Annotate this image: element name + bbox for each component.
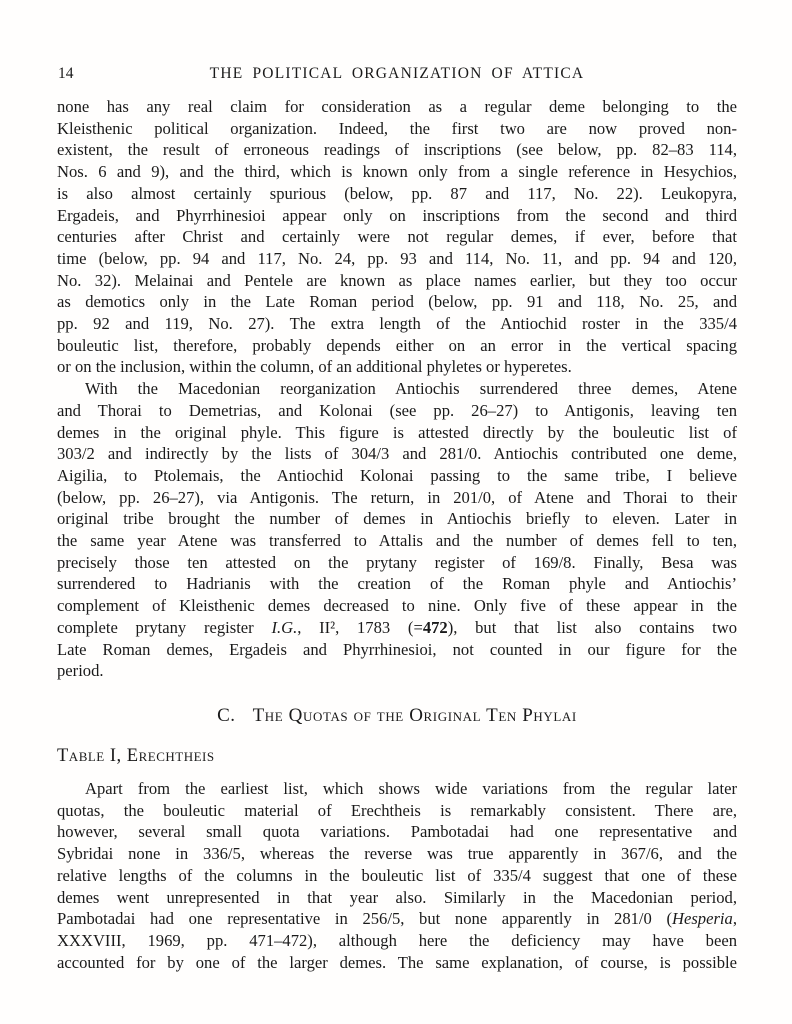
- text-line: demes went unrepresented in that year also. Similarly in the Macedonian period,: [57, 887, 737, 907]
- section-heading: [57, 704, 737, 728]
- paragraph-2: [57, 378, 737, 682]
- text-line: original tribe brought the number of demes in Antiochis briefly to eleven. Later in: [57, 509, 737, 529]
- text-line: No. 32). Melainai and Pentele are known as place names earlier, but they too occur: [57, 270, 737, 290]
- text-line: existent, the result of erroneous readings of inscriptions (see below, pp. 82–83 114,: [57, 140, 737, 160]
- text-line: relative lengths of the columns in the bouleutic list of 335/4 suggest that one of these: [57, 865, 737, 885]
- text-line: accounted for by one of the larger demes. The same explanation, of course, is possible: [57, 952, 737, 972]
- text-line: complete prytany register I.G., II², 1783 (=472), but that list also contains two: [57, 617, 737, 637]
- text-line: Apart from the earliest list, which shows wide variations from the regular later: [85, 778, 737, 798]
- text-line: Late Roman demes, Ergadeis and Phyrrhinesioi, not counted in our figure for the: [57, 639, 737, 659]
- text-line: precisely those ten attested on the prytany register of 169/8. Finally, Besa was: [57, 552, 737, 572]
- text-line: demes in the original phyle. This figure is attested directly by the bouleutic list of: [57, 422, 737, 442]
- text-line: Kleisthenic political organization. Indeed, the first two are now proved non-: [57, 118, 737, 138]
- text-block: [57, 96, 737, 973]
- text-line: Sybridai none in 336/5, whereas the reverse was true apparently in 367/6, and the: [57, 844, 737, 864]
- section-title: The Quotas of the Original Ten Phylai: [252, 704, 577, 726]
- paragraph-1: [57, 96, 737, 378]
- running-title: THE POLITICAL ORGANIZATION OF ATTICA: [209, 65, 585, 82]
- paragraph-3: [57, 778, 737, 973]
- text-line: Pambotadai had one representative in 256/5, but none apparently in 281/0 (Hesperia,: [57, 909, 737, 929]
- text-line: complement of Kleisthenic demes decreased to nine. Only five of these appear in the: [57, 596, 737, 616]
- text-line: quotas, the bouleutic material of Erechtheis is remarkably consistent. There are,: [57, 800, 737, 820]
- text-line: and Thorai to Demetrias, and Kolonai (see pp. 26–27) to Antigonis, leaving ten: [57, 400, 737, 420]
- text-line: pp. 92 and 119, No. 27). The extra length of the Antiochid roster in the 335/4: [57, 314, 737, 334]
- text-line: centuries after Christ and certainly were not regular demes, if ever, before that: [57, 227, 737, 247]
- section-label: C.: [217, 704, 236, 726]
- text-line: Aigilia, to Ptolemais, the Antiochid Kolonai passing to the same tribe, I believe: [57, 465, 737, 485]
- text-line: With the Macedonian reorganization Antiochis surrendered three demes, Atene: [85, 379, 737, 399]
- text-line: surrendered to Hadrianis with the creation of the Roman phyle and Antiochis’: [57, 574, 737, 594]
- text-line: (below, pp. 26–27), via Antigonis. The return, in 201/0, of Atene and Thorai to their: [57, 487, 737, 507]
- text-line: as demotics only in the Late Roman period (below, pp. 91 and 118, No. 25, and: [57, 292, 737, 312]
- table-heading: Table I, Erechtheis: [57, 745, 215, 766]
- page-header: [57, 0, 737, 85]
- text-line: Nos. 6 and 9), and the third, which is known only from a single reference in Hesychios,: [57, 162, 737, 182]
- page-number: 14: [58, 65, 74, 82]
- text-line: time (below, pp. 94 and 117, No. 24, pp. 93 and 114, No. 11, and pp. 94 and 120,: [57, 248, 737, 268]
- text-line: 303/2 and indirectly by the lists of 304/3 and 281/0. Antiochis contributed one deme,: [57, 444, 737, 464]
- text-line: is also almost certainly spurious (below, pp. 87 and 117, No. 22). Leukopyra,: [57, 183, 737, 203]
- text-line: however, several small quota variations. Pambotadai had one representative and: [57, 822, 737, 842]
- text-line: Ergadeis, and Phyrrhinesioi appear only on inscriptions from the second and third: [57, 205, 737, 225]
- text-line: period.: [57, 661, 104, 681]
- text-line: XXXVIII, 1969, pp. 471–472), although here the deficiency may have been: [57, 930, 737, 950]
- text-line: bouleutic list, therefore, probably depends either on an error in the vertical spacing: [57, 335, 737, 355]
- text-line: or on the inclusion, within the column, of an additional phyletes or hyperetes.: [57, 357, 572, 377]
- text-line: the same year Atene was transferred to Attalis and the number of demes fell to ten,: [57, 531, 737, 551]
- text-line: none has any real claim for consideration as a regular deme belonging to the: [57, 97, 737, 116]
